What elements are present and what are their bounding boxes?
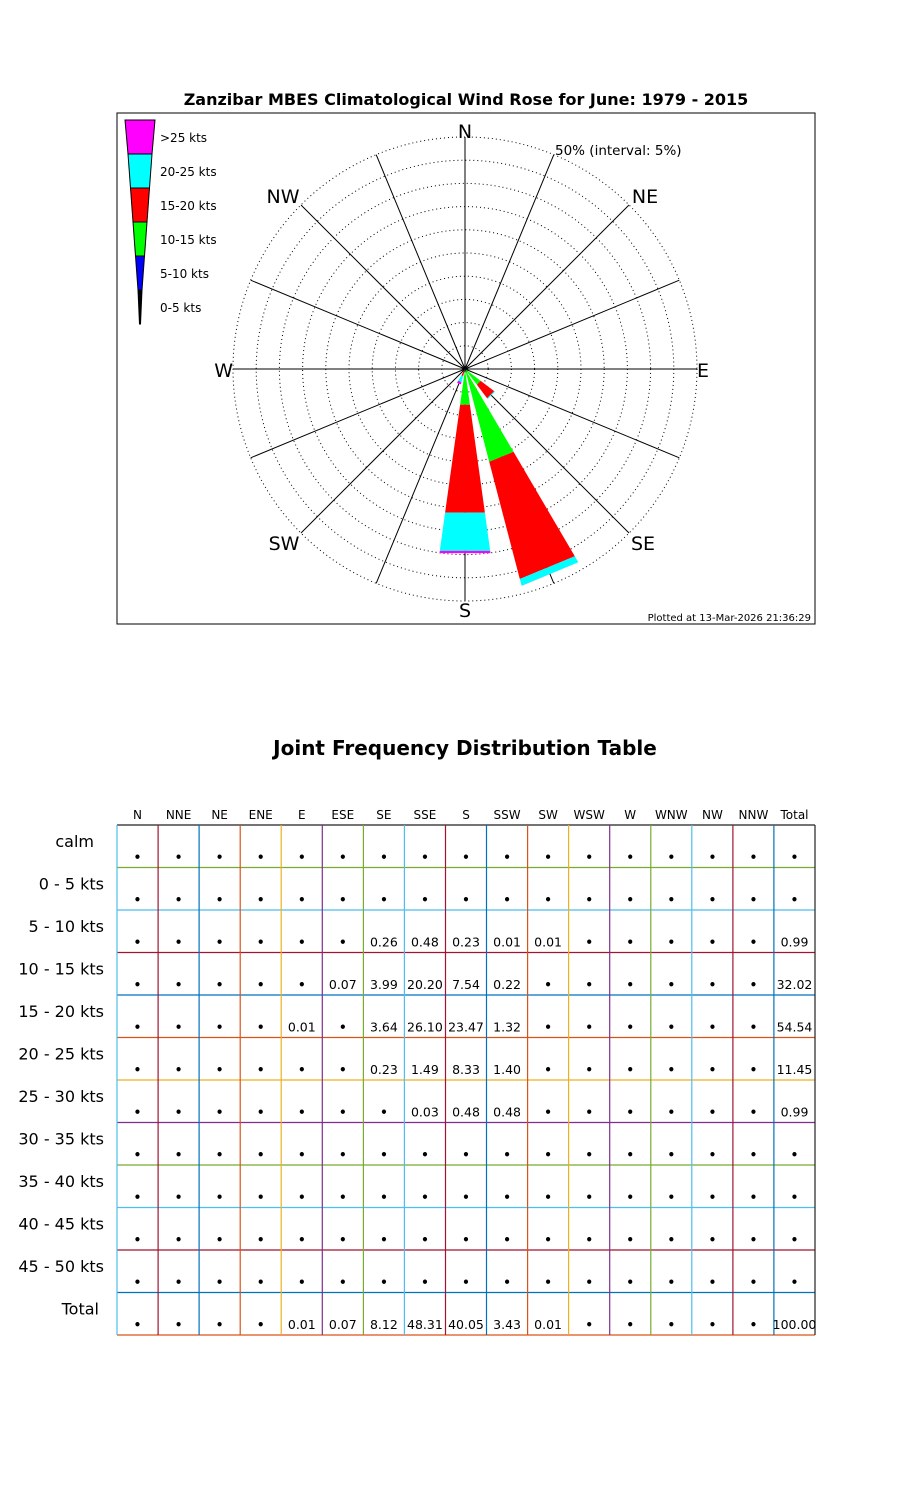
table-cell: • [667, 935, 676, 950]
table-cell: • [421, 850, 429, 865]
table-cell: • [544, 1063, 552, 1077]
wind-rose-chart [0, 0, 900, 700]
bar-S--25-kts [440, 551, 491, 553]
table-cell: • [174, 1190, 183, 1205]
direction-label-N: N [457, 121, 473, 143]
column-header-S: S [462, 808, 470, 822]
table-cell: • [462, 850, 470, 865]
table-cell: • [338, 935, 347, 950]
direction-label-NW: NW [266, 186, 300, 208]
legend-swatch-0 [125, 120, 155, 154]
table-cell: • [749, 1063, 758, 1077]
table-cell: 11.45 [776, 1062, 813, 1077]
table-cell: • [585, 1318, 594, 1332]
direction-label-W: W [214, 360, 233, 382]
table-cell: • [462, 1148, 470, 1162]
table-cell: • [585, 1190, 594, 1205]
table-cell: • [174, 978, 183, 992]
column-header-NW: NW [701, 808, 723, 822]
table-row [18, 1172, 798, 1205]
table-cell: • [585, 1275, 594, 1290]
legend-label: 0-5 kts [160, 301, 202, 315]
table-cell: • [585, 1233, 594, 1247]
legend-swatch-2 [131, 188, 150, 222]
table-cell: • [174, 1148, 183, 1162]
table-cell: • [708, 893, 717, 907]
table-cell: • [708, 1020, 717, 1035]
table-cell: • [462, 893, 470, 907]
table-cell: • [297, 978, 306, 992]
table-cell: • [544, 893, 552, 907]
legend-label: 15-20 kts [160, 199, 217, 213]
table-cell: • [749, 935, 758, 950]
column-header-SE: SE [376, 808, 392, 822]
table-cell: • [626, 935, 635, 950]
table-cell: • [297, 1063, 306, 1077]
table-cell: • [626, 978, 635, 992]
table-cell: • [215, 850, 224, 865]
table-cell: • [749, 1190, 758, 1205]
table-cell: • [790, 893, 799, 907]
table-cell: 3.99 [369, 977, 398, 992]
table-cell: • [626, 1233, 635, 1247]
table-cell: 1.32 [493, 1019, 522, 1035]
table-cell: • [421, 1233, 429, 1247]
table-cell: • [174, 1063, 183, 1077]
table-cell: 0.99 [780, 1104, 809, 1120]
table-cell: • [297, 893, 306, 907]
row-label: 10 - 15 kts [18, 959, 104, 979]
table-cell: • [708, 978, 717, 992]
table-cell: • [462, 1275, 470, 1290]
table-cell: • [585, 850, 594, 865]
table-cell: • [626, 893, 635, 907]
table-cell: • [667, 893, 676, 907]
table-cell: • [256, 935, 265, 950]
table-cell: • [380, 893, 388, 907]
table-cell: • [215, 1105, 224, 1120]
table-cell: • [790, 1148, 799, 1162]
table-cell: 0.01 [534, 934, 563, 950]
table-cell: • [338, 1020, 347, 1035]
table-cell: • [174, 1233, 183, 1247]
table-cell: • [585, 1148, 594, 1162]
table-cell: • [503, 850, 511, 865]
table-cell: • [256, 1318, 265, 1332]
row-label: 35 - 40 kts [18, 1172, 104, 1191]
table-row [61, 1300, 817, 1333]
table-cell: • [215, 1148, 224, 1162]
table-cell: • [462, 1233, 470, 1247]
column-header-SW: SW [538, 808, 558, 822]
column-header-W: W [624, 808, 637, 822]
table-cell: 0.23 [452, 934, 480, 950]
table-cell: • [421, 1275, 429, 1290]
table-cell: 1.49 [410, 1062, 439, 1077]
table-cell: • [503, 1275, 511, 1290]
table-cell: 0.48 [410, 934, 439, 950]
table-cell: • [626, 1020, 635, 1035]
table-cell: • [297, 1233, 306, 1247]
table-cell: • [338, 1275, 347, 1290]
table-cell: 0.99 [780, 934, 809, 950]
table-cell: • [708, 1233, 717, 1247]
table-cell: 0.07 [328, 977, 357, 992]
legend-label: 20-25 kts [160, 165, 217, 179]
table-cell: • [790, 1275, 799, 1290]
table-cell: • [626, 850, 635, 865]
table-cell: • [338, 1105, 347, 1120]
table-cell: • [338, 1190, 347, 1205]
table-cell: • [749, 1105, 758, 1120]
table-cell: • [380, 1233, 388, 1247]
table-cell: • [708, 935, 717, 950]
column-header-ENE: ENE [248, 808, 273, 822]
table-cell: 7.54 [452, 977, 480, 992]
table-cell: • [174, 850, 183, 865]
table-cell: • [544, 1275, 552, 1290]
row-label: Total [61, 1299, 99, 1319]
table-cell: • [338, 1233, 347, 1247]
table-cell: • [667, 1190, 676, 1205]
table-cell: • [256, 1063, 265, 1077]
table-cell: 40.05 [448, 1317, 484, 1332]
table-cell: • [544, 978, 552, 992]
table-cell: • [462, 1190, 470, 1205]
table-cell: 0.01 [287, 1019, 316, 1035]
table-cell: • [708, 1190, 717, 1205]
table-cell: 3.64 [369, 1019, 398, 1035]
table-cell: 100.00 [772, 1317, 817, 1332]
table-cell: • [297, 1190, 306, 1205]
legend-label: 5-10 kts [160, 267, 209, 281]
table-cell: 0.07 [328, 1317, 357, 1332]
legend-label: 10-15 kts [160, 233, 217, 247]
table-cell: • [626, 1105, 635, 1120]
table-cell: • [256, 893, 265, 907]
table-header [133, 808, 809, 822]
row-label: 0 - 5 kts [38, 874, 104, 894]
row-label: calm [55, 832, 94, 851]
table-row [18, 1087, 808, 1120]
table-cell: • [133, 1233, 142, 1247]
table-row [55, 832, 798, 865]
column-header-SSW: SSW [493, 808, 521, 822]
table-cell: • [421, 893, 429, 907]
table-row [18, 1130, 798, 1163]
table-cell: • [667, 1275, 676, 1290]
column-header-WNW: WNW [654, 808, 688, 822]
table-cell: • [297, 1148, 306, 1162]
column-header-SSE: SSE [413, 808, 437, 822]
table-cell: • [215, 1275, 224, 1290]
table-cell: • [667, 1105, 676, 1120]
table-cell: • [133, 1020, 142, 1035]
table-cell: 0.23 [369, 1062, 398, 1077]
table-cell: • [708, 1063, 717, 1077]
table-cell: • [544, 1148, 552, 1162]
table-cell: 0.26 [369, 934, 398, 950]
table-cell: • [503, 893, 511, 907]
table-cell: • [585, 1105, 594, 1120]
column-header-NNE: NNE [165, 808, 192, 822]
table-cell: 1.40 [493, 1062, 522, 1077]
table-row [18, 960, 812, 993]
table-cell: 8.33 [452, 1062, 480, 1077]
table-cell: • [544, 1105, 552, 1120]
table-cell: • [256, 1148, 265, 1162]
table-cell: 0.01 [493, 934, 522, 950]
table-cell: • [338, 1148, 347, 1162]
table-body [18, 832, 816, 1332]
table-cell: • [421, 1190, 429, 1205]
table-cell: • [626, 1190, 635, 1205]
table-cell: • [256, 1020, 265, 1035]
table-cell: • [749, 1275, 758, 1290]
table-cell: • [174, 1318, 183, 1332]
table-cell: • [174, 1020, 183, 1035]
scale-label: 50% (interval: 5%) [555, 143, 682, 159]
direction-label-NE: NE [631, 186, 659, 208]
row-label: 25 - 30 kts [18, 1087, 104, 1106]
table-cell: • [667, 1318, 676, 1332]
table-cell: • [749, 1318, 758, 1332]
table-cell: • [133, 1190, 142, 1205]
table-cell: • [421, 1148, 429, 1162]
table-cell: • [338, 893, 347, 907]
table-cell: • [749, 1020, 758, 1035]
table-cell: • [133, 1063, 142, 1077]
table-cell: 23.47 [448, 1019, 484, 1035]
table-cell: 0.03 [410, 1104, 439, 1120]
column-header-N: N [133, 808, 142, 822]
direction-label-E: E [697, 360, 710, 382]
table-cell: • [380, 850, 388, 865]
table-cell: • [503, 1233, 511, 1247]
table-cell: • [380, 1275, 388, 1290]
direction-label-S: S [458, 600, 472, 622]
table-cell: • [626, 1318, 635, 1332]
table-cell: • [585, 978, 594, 992]
direction-label-SE: SE [630, 533, 656, 555]
table-cell: 0.48 [452, 1104, 480, 1120]
table-cell: 8.12 [369, 1317, 398, 1332]
table-cell: • [667, 978, 676, 992]
table-cell: • [380, 1190, 388, 1205]
table-cell: • [133, 893, 142, 907]
table-cell: • [790, 1233, 799, 1247]
table-cell: • [708, 1105, 717, 1120]
table-cell: • [256, 850, 265, 865]
table-cell: • [297, 1105, 306, 1120]
legend-label: >25 kts [160, 131, 208, 145]
table-cell: • [585, 1063, 594, 1077]
table-cell: • [544, 850, 552, 865]
table-row [18, 1257, 798, 1290]
plot-timestamp: Plotted at 13-Mar-2026 21:36:29 [647, 613, 811, 624]
direction-label-SW: SW [268, 533, 300, 555]
column-header-E: E [298, 808, 306, 822]
table-cell: • [503, 1190, 511, 1205]
table-cell: 48.31 [407, 1317, 443, 1332]
table-row [18, 1215, 798, 1248]
table-cell: • [626, 1148, 635, 1162]
table-cell: • [380, 1105, 388, 1120]
table-cell: • [297, 935, 306, 950]
column-header-NE: NE [211, 808, 228, 822]
table-cell: 3.43 [493, 1317, 522, 1332]
table-cell: • [585, 1020, 594, 1035]
table-row [39, 875, 799, 908]
table-cell: 20.20 [407, 977, 443, 992]
column-header-WSW: WSW [573, 808, 605, 822]
table-cell: • [708, 850, 717, 865]
row-label: 5 - 10 kts [28, 917, 104, 936]
table-cell: 54.54 [776, 1019, 813, 1035]
table-cell: • [133, 1148, 142, 1162]
table-cell: • [667, 850, 676, 865]
table-cell: • [133, 850, 142, 865]
table-cell: • [708, 1148, 717, 1162]
table-cell: • [256, 1275, 265, 1290]
table-cell: • [585, 893, 594, 907]
table-cell: • [297, 1275, 306, 1290]
table-cell: • [708, 1275, 717, 1290]
table-cell: 0.48 [493, 1104, 522, 1120]
table-cell: • [174, 935, 183, 950]
table-cell: • [256, 1233, 265, 1247]
table-cell: • [667, 1233, 676, 1247]
table-cell: • [133, 1275, 142, 1290]
table-cell: • [380, 1148, 388, 1162]
table-cell: • [215, 1190, 224, 1205]
column-header-ESE: ESE [331, 808, 355, 822]
table-cell: • [215, 1233, 224, 1247]
legend-swatch-3 [133, 222, 147, 256]
table-cell: • [215, 1020, 224, 1035]
table-cell: • [544, 1190, 552, 1205]
table-cell: 0.22 [493, 977, 522, 992]
table-cell: • [297, 850, 306, 865]
table-cell: • [174, 1105, 183, 1120]
joint-frequency-table [0, 700, 900, 1400]
table-cell: • [544, 1020, 552, 1035]
table-cell: • [215, 978, 224, 992]
table-cell: • [215, 893, 224, 907]
table-cell: • [256, 1105, 265, 1120]
table-cell: • [338, 1063, 347, 1077]
column-header-Total: Total [780, 808, 809, 822]
table-cell: • [133, 1318, 142, 1332]
legend-swatch-1 [128, 154, 152, 188]
table-cell: 0.01 [287, 1317, 316, 1332]
table-cell: • [174, 1275, 183, 1290]
table-title: Joint Frequency Distribution Table [273, 736, 657, 760]
table-cell: • [133, 1105, 142, 1120]
table-cell: • [544, 1233, 552, 1247]
table-cell: • [749, 1233, 758, 1247]
table-cell: • [626, 1063, 635, 1077]
table-cell: • [256, 978, 265, 992]
chart-title: Zanzibar MBES Climatological Wind Rose for June: 1979 - 2015 [183, 90, 749, 109]
table-cell: • [585, 935, 594, 950]
table-cell: • [215, 935, 224, 950]
table-cell: • [503, 1148, 511, 1162]
table-cell: • [708, 1318, 717, 1332]
table-row [18, 1045, 812, 1078]
table-cell: • [667, 1020, 676, 1035]
table-cell: 32.02 [776, 977, 813, 992]
table-cell: • [749, 893, 758, 907]
table-cell: • [790, 1190, 799, 1205]
table-cell: • [133, 978, 142, 992]
row-label: 40 - 45 kts [18, 1214, 104, 1234]
table-row [18, 1002, 812, 1035]
column-header-NNW: NNW [738, 808, 769, 822]
table-cell: • [215, 1318, 224, 1332]
table-cell: 26.10 [407, 1019, 443, 1035]
table-cell: • [626, 1275, 635, 1290]
table-cell: • [174, 893, 183, 907]
table-cell: • [667, 1063, 676, 1077]
table-cell: • [749, 850, 758, 865]
table-cell: • [749, 978, 758, 992]
row-label: 20 - 25 kts [18, 1044, 104, 1064]
table-cell: • [215, 1063, 224, 1077]
table-cell: 0.01 [534, 1317, 563, 1332]
table-cell: • [133, 935, 142, 950]
row-label: 15 - 20 kts [18, 1002, 104, 1021]
row-label: 45 - 50 kts [18, 1257, 104, 1276]
bar-S-20-25-kts [440, 513, 490, 551]
row-label: 30 - 35 kts [18, 1129, 104, 1149]
table-cell: • [667, 1148, 676, 1162]
table-cell: • [256, 1190, 265, 1205]
table-cell: • [338, 850, 347, 865]
table-cell: • [749, 1148, 758, 1162]
table-cell: • [790, 850, 799, 865]
